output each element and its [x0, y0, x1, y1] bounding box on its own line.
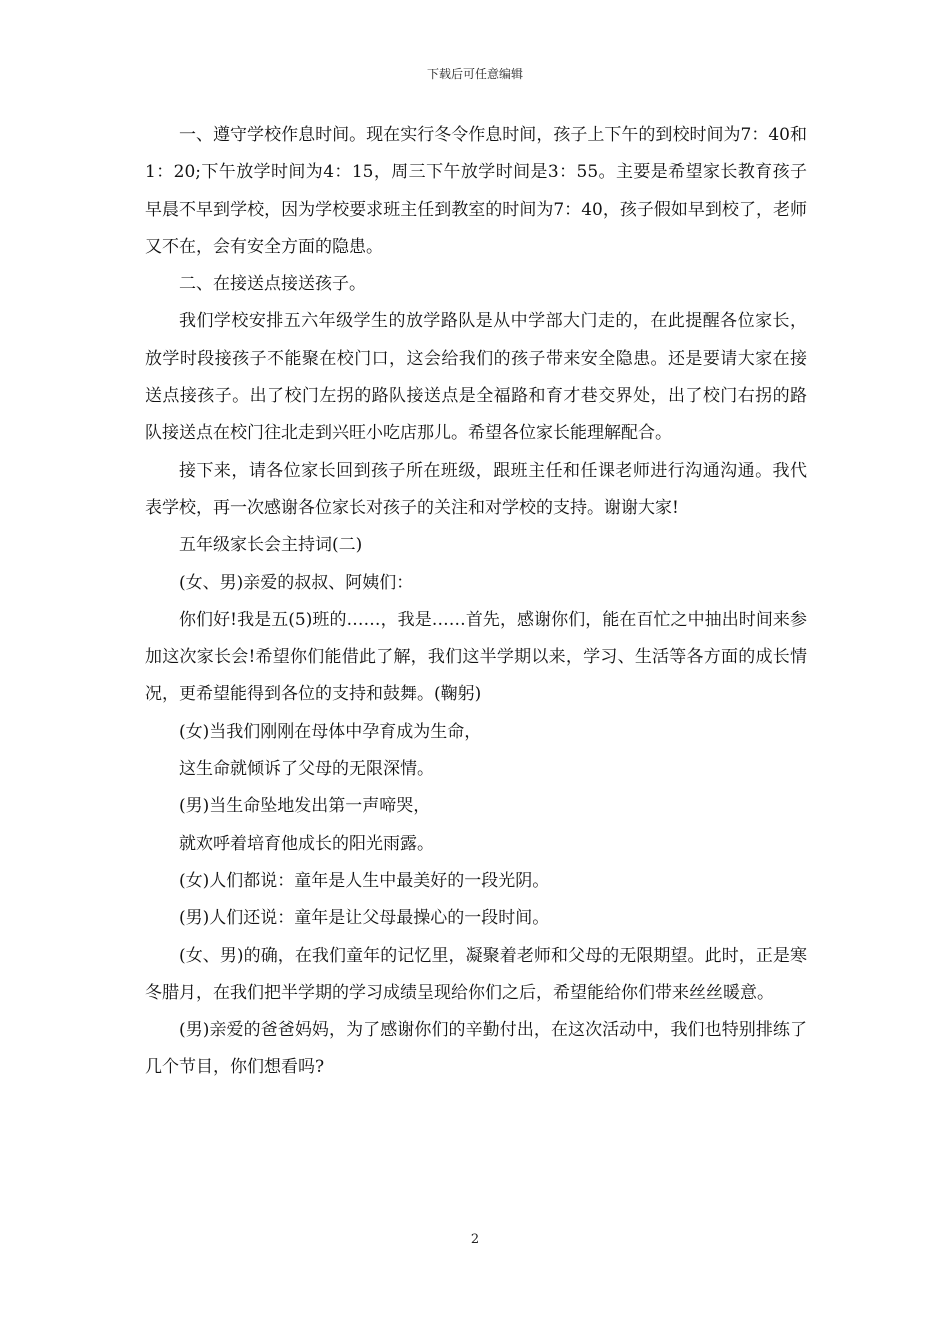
page-header: 下载后可任意编辑	[426, 67, 523, 81]
paragraph-greeting: (女、男)亲爱的叔叔、阿姨们：	[179, 572, 414, 593]
paragraph-closing-thanks: 接下来，请各位家长回到孩子所在班级，跟班主任和任课老师进行沟通沟通。我代表学校，再一次感谢各位家长对孩子的关注和对学校的支持。谢谢大家!	[145, 460, 807, 518]
paragraph-pickup-details: 我们学校安排五六年级学生的放学路队是从中学部大门走的，在此提醒各位家长，放学时段接孩子不能聚在校门口，这会给我们的孩子带来安全隐患。还是要请大家在接送点接孩子。出了校门左拐的路队接送点是全福路和育才巷交界处，出了校门右拐的路队接送点在校门往北走到兴旺小吃店那儿。希望各位家长能理解配合。	[145, 311, 807, 444]
paragraph-expectation: (女、男)的确，在我们童年的记忆里，凝聚着老师和父母的无限期望。此时，正是寒冬腊月，在我们把半学期的学习成绩呈现给你们之后，希望能给你们带来丝丝暖意。	[145, 945, 807, 1003]
verse-line: (男)当生命坠地发出第一声啼哭，	[179, 796, 431, 817]
verse-line: (女)当我们刚刚在母体中孕育成为生命，	[179, 721, 482, 742]
verse-line: 这生命就倾诉了父母的无限深情。	[179, 759, 434, 780]
section-title: 五年级家长会主持词(二)	[179, 535, 363, 556]
document-body	[145, 117, 807, 1087]
verse-line: 就欢呼着培育他成长的阳光雨露。	[179, 833, 434, 854]
paragraph-performance: (男)亲爱的爸爸妈妈，为了感谢你们的辛勤付出，在这次活动中，我们也特别排练了几个节目，你们想看吗?	[145, 1020, 807, 1078]
verse-line: (女)人们都说：童年是人生中最美好的一段光阴。	[179, 870, 550, 891]
paragraph-school-schedule: 一、遵守学校作息时间。现在实行冬令作息时间，孩子上下午的到校时间为7：40和1：20;下午放学时间为4：15，周三下午放学时间是3：55。主要是希望家长教育孩子早晨不早到学校，因为学校要求班主任到教室的时间为7：40，孩子假如早到校了，老师又不在，会有安全方面的隐患。	[145, 125, 807, 257]
verse-line: (男)人们还说：童年是让父母最操心的一段时间。	[179, 908, 550, 929]
page-number: 2	[470, 1232, 480, 1247]
paragraph-pickup-heading: 二、在接送点接送孩子。	[179, 274, 366, 295]
paragraph-introduction: 你们好!我是五(5)班的……，我是……首先，感谢你们，能在百忙之中抽出时间来参加这次家长会!希望你们能借此了解，我们这半学期以来，学习、生活等各方面的成长情况，更希望能得到各位的支持和鼓舞。(鞠躬)	[145, 609, 807, 705]
